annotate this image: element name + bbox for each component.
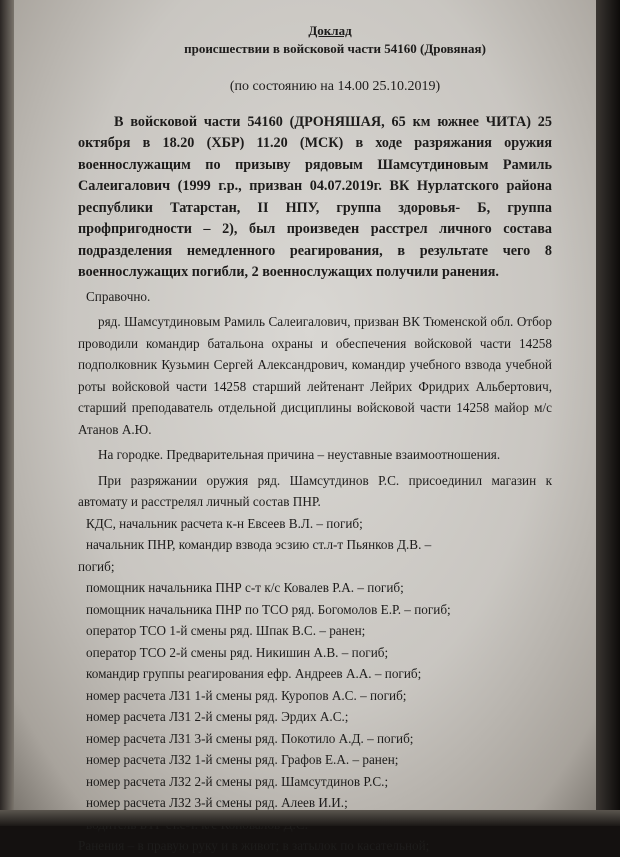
list-item: погиб; [78,556,552,578]
status-date: (по состоянию на 14.00 25.10.2019) [118,76,552,98]
document-subtitle: происшествии в войсковой части 54160 (Дровяная) [118,40,552,58]
list-item: помощник начальника ПНР по ТСО ряд. Богомолов Е.Р. – погиб; [78,599,552,621]
reference-paragraph: ряд. Шамсутдиновым Рамиль Салеигалович, призван ВК Тюменской обл. Отбор проводили командир батальона охраны и обеспечения войсковой части 14258 подполковник Кузьмин Сергей Александрович, командир учебного взвода учебной роты войсковой части 14258 старший лейтенант Лейрих Фридрих Альбертович, старший преподаватель отдельной дисциплины войсковой части 14258 майор м/с Атанов А.Ю. [78,311,552,440]
list-item: номер расчета ЛЗ1 3-й смены ряд. Покотило А.Д. – погиб; [78,728,552,750]
list-item [78,835,552,857]
cause-paragraph: На городке. Предварительная причина – неуставные взаимоотношения. [78,444,552,466]
monitor-bezel-bottom [0,810,620,826]
list-item: командир группы реагирования ефр. Андреев А.А. – погиб; [78,663,552,685]
monitor-bezel-left [0,0,14,826]
report-document [78,22,552,857]
list-item: начальник ПНР, командир взвода эсзию ст.л-т Пьянков Д.В. – [78,534,552,556]
list-item: номер расчета ЛЗ1 1-й смены ряд. Куропов А.С. – погиб; [78,685,552,707]
list-item: оператор ТСО 1-й смены ряд. Шпак В.С. – ранен; [78,620,552,642]
document-title: Доклад [108,22,552,40]
list-item: номер расчета ЛЗ1 2-й смены ряд. Эрдих А.С.; [78,706,552,728]
list-item: оператор ТСО 2-й смены ряд. Никишин А.В. – погиб; [78,642,552,664]
list-item: водитель БТР ст.с-т. к/с Коновалов Д.С. [78,814,552,836]
list-item: номер расчета ЛЗ2 3-й смены ряд. Алеев И.И.; [78,792,552,814]
list-item: помощник начальника ПНР с-т к/с Ковалев Р.А. – погиб; [78,577,552,599]
monitor-bezel-right [596,0,620,826]
casualty-list [78,513,552,857]
list-item: КДС, начальник расчета к-н Евсеев В.Л. – погиб; [78,513,552,535]
reference-label: Справочно. [78,286,552,308]
list-item: номер расчета ЛЗ2 2-й смены ряд. Шамсутдинов Р.С.; [78,771,552,793]
main-paragraph: В войсковой части 54160 (ДРОНЯШАЯ, 65 км южнее ЧИТА) 25 октября в 18.20 (ХБР) 11.20 (МСК) в ходе разряжания оружия военнослужащим по призыву рядовым Шамсутдиновым Рамиль Салеигалович (1999 г.р., призван 04.07.2019г. ВК Нурлатского района республики Татарстан, II НПУ, группа здоровья- Б, группа профпригодности – 2), был произведен расстрел личного состава подразделения немедленного реагирования, в результате чего 8 военнослужащих погибли, 2 военнослужащих получили ранения. [78,112,552,284]
event-paragraph: При разряжании оружия ряд. Шамсутдинов Р.С. присоединил магазин к автомату и расстрелял личный состав ПНР. [78,470,552,513]
list-item: номер расчета ЛЗ2 1-й смены ряд. Графов Е.А. – ранен; [78,749,552,771]
